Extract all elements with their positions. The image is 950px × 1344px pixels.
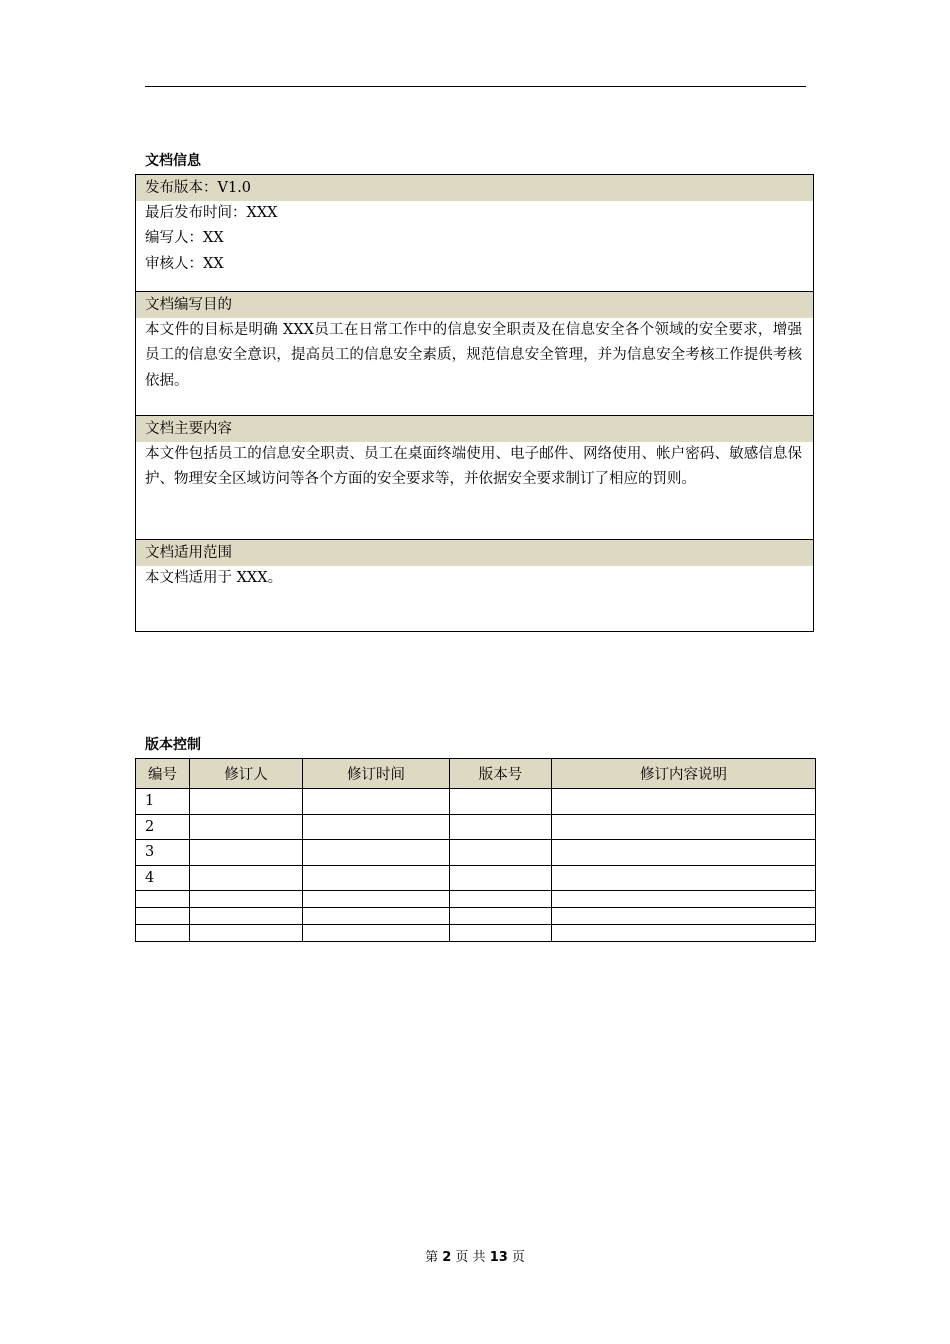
purpose-block <box>136 318 813 415</box>
scope-text: 本文档适用于 XXX。 <box>145 570 283 586</box>
content-text: 本文件包括员工的信息安全职责、员工在桌面终端使用、电子邮件、网络使用、帐户密码、敏感信息保护、物理安全区域访问等各个方面的安全要求等，并依据安全要求制订了相应的罚则。 <box>145 446 802 488</box>
table-cell <box>190 840 303 866</box>
table-cell <box>552 925 816 942</box>
version-control-title: 版本控制 <box>145 737 201 753</box>
meta-block <box>136 201 813 291</box>
table-cell <box>190 865 303 891</box>
meta-line-reviewer: 审核人：XX <box>145 255 224 272</box>
header-rule <box>145 86 806 87</box>
meta-line-release-time: 最后发布时间：XXX <box>145 205 278 221</box>
purpose-text: 本文件的目标是明确 XXX员工在日常工作中的信息安全职责及在信息安全各个领域的安全要求，增强员工的信息安全意识，提高员工的信息安全素质，规范信息安全管理，并为信息安全考核工作提供考核依据。 <box>145 322 802 389</box>
table-cell: 2 <box>136 814 190 840</box>
table-row <box>136 925 816 942</box>
table-cell <box>450 925 552 942</box>
table-cell <box>190 925 303 942</box>
doc-info-title: 文档信息 <box>145 153 201 169</box>
table-cell <box>552 814 816 840</box>
table-cell <box>450 908 552 925</box>
version-control-table <box>135 758 816 942</box>
table-cell <box>552 840 816 866</box>
table-row <box>136 891 816 908</box>
col-header-version: 版本号 <box>450 759 552 789</box>
table-cell <box>450 865 552 891</box>
doc-info-box <box>135 174 814 632</box>
scope-band: 文档适用范围 <box>136 539 813 566</box>
footer-page-number: 2 <box>442 1250 452 1265</box>
table-row <box>136 789 816 815</box>
table-cell <box>552 908 816 925</box>
table-cell <box>303 908 450 925</box>
table-row <box>136 814 816 840</box>
table-cell <box>190 908 303 925</box>
scope-block <box>136 566 813 591</box>
col-header-description: 修订内容说明 <box>552 759 816 789</box>
version-band: 发布版本：V1.0 <box>136 175 813 201</box>
table-header-row <box>136 759 816 789</box>
table-cell <box>136 891 190 908</box>
table-cell <box>303 865 450 891</box>
table-row <box>136 865 816 891</box>
table-cell <box>552 789 816 815</box>
table-cell <box>552 865 816 891</box>
table-cell <box>450 891 552 908</box>
table-cell <box>190 814 303 840</box>
table-cell <box>303 789 450 815</box>
table-cell <box>136 925 190 942</box>
table-cell: 4 <box>136 865 190 891</box>
table-cell <box>552 891 816 908</box>
footer-total-pages: 13 <box>489 1250 508 1265</box>
table-cell <box>303 814 450 840</box>
footer-prefix: 第 <box>425 1250 439 1265</box>
meta-line-author: 编写人：XX <box>145 230 224 247</box>
table-cell <box>450 789 552 815</box>
table-cell <box>303 925 450 942</box>
content-band: 文档主要内容 <box>136 415 813 442</box>
content-block <box>136 442 813 539</box>
table-cell: 3 <box>136 840 190 866</box>
table-cell <box>303 891 450 908</box>
table-cell <box>190 891 303 908</box>
col-header-revision-time: 修订时间 <box>303 759 450 789</box>
table-cell: 1 <box>136 789 190 815</box>
table-cell <box>303 840 450 866</box>
col-header-reviser: 修订人 <box>190 759 303 789</box>
table-cell <box>136 908 190 925</box>
purpose-band: 文档编写目的 <box>136 291 813 318</box>
page-footer <box>0 1246 950 1265</box>
table-cell <box>190 789 303 815</box>
table-row <box>136 840 816 866</box>
col-header-number: 编号 <box>136 759 190 789</box>
footer-middle: 页 共 <box>455 1250 486 1265</box>
table-cell <box>450 840 552 866</box>
table-cell <box>450 814 552 840</box>
table-row <box>136 908 816 925</box>
footer-suffix: 页 <box>511 1250 525 1265</box>
